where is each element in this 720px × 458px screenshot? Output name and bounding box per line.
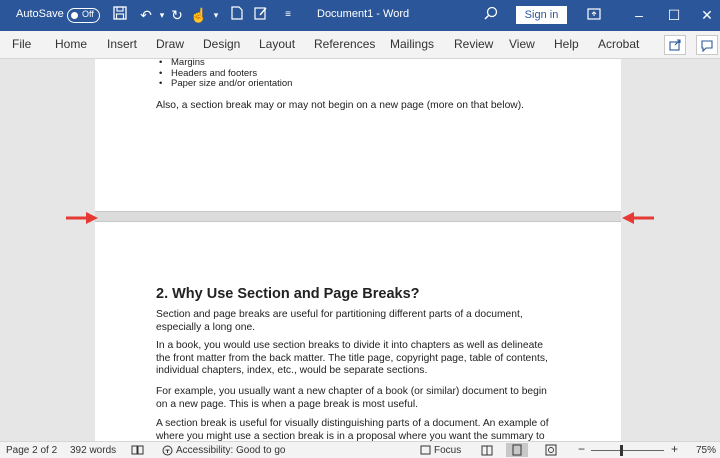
- accessibility-icon[interactable]: [162, 445, 173, 458]
- redo-icon[interactable]: ↻: [171, 7, 183, 23]
- share-button[interactable]: [664, 35, 686, 55]
- tab-insert[interactable]: Insert: [107, 37, 138, 51]
- page2-paragraph-4: A section break is useful for visually distinguishing parts of a document. An example of where you might use a section break is in a proposal where you want the summary to: [156, 418, 549, 442]
- tab-home[interactable]: Home: [55, 37, 88, 51]
- page-count[interactable]: Page 2 of 2: [6, 445, 58, 456]
- tab-references[interactable]: References: [314, 37, 376, 51]
- tab-file[interactable]: File: [12, 37, 32, 51]
- word-count[interactable]: 392 words: [70, 445, 117, 456]
- toggle-knob: [71, 12, 78, 19]
- zoom-slider[interactable]: [591, 450, 664, 451]
- autosave-state: Off: [82, 9, 94, 19]
- list-item: • Paper size and/or orientation: [159, 79, 292, 90]
- tab-draw[interactable]: Draw: [156, 37, 185, 51]
- proofing-icon[interactable]: [131, 445, 144, 458]
- autosave-label: AutoSave: [16, 8, 64, 20]
- tab-mailings[interactable]: Mailings: [390, 37, 435, 51]
- share-icon: [665, 36, 685, 54]
- zoom-out-button[interactable]: −: [578, 442, 586, 456]
- touch-dropdown-icon[interactable]: ▾: [213, 10, 219, 20]
- tab-help[interactable]: Help: [554, 37, 579, 51]
- tab-design[interactable]: Design: [203, 37, 241, 51]
- zoom-in-button[interactable]: +: [671, 442, 679, 456]
- page2-paragraph-1: Section and page breaks are useful for partitioning different parts of a document, especially a long one.: [156, 309, 523, 333]
- undo-dropdown-icon[interactable]: ▾: [159, 10, 165, 20]
- autosave-toggle[interactable]: [67, 8, 100, 23]
- list-item: • Headers and footers: [159, 69, 292, 80]
- tab-view[interactable]: View: [509, 37, 535, 51]
- search-icon[interactable]: [482, 6, 500, 24]
- section-heading: 2. Why Use Section and Page Breaks?: [156, 286, 420, 302]
- undo-icon[interactable]: ↶: [140, 7, 152, 23]
- print-layout-icon[interactable]: [506, 443, 528, 457]
- focus-icon[interactable]: [420, 445, 431, 458]
- ribbon-tabs: [0, 31, 720, 59]
- tab-review[interactable]: Review: [454, 37, 494, 51]
- page1-paragraph: Also, a section break may or may not begin on a new page (more on that below).: [156, 100, 525, 111]
- focus-label[interactable]: Focus: [434, 445, 462, 456]
- accessibility-status[interactable]: Accessibility: Good to go: [176, 445, 286, 456]
- page-gap: [95, 211, 621, 222]
- list-item: • Margins: [159, 58, 292, 69]
- save-icon[interactable]: [111, 6, 129, 24]
- page2-paragraph-3: For example, you usually want a new chapter of a book (or similar) document to begin on a new page. This is when a page break is most useful.: [156, 386, 547, 410]
- zoom-slider-thumb[interactable]: [620, 445, 623, 456]
- zoom-level[interactable]: 75%: [696, 445, 717, 456]
- title-bar: [0, 0, 720, 31]
- minimize-icon[interactable]: –: [635, 7, 643, 23]
- document-title: Document1 - Word: [317, 8, 410, 20]
- touch-mode-icon[interactable]: ☝: [190, 7, 208, 23]
- maximize-icon[interactable]: ☐: [667, 7, 681, 23]
- edit-document-icon[interactable]: [252, 6, 270, 24]
- bullet-list: [159, 58, 292, 90]
- comment-icon: [697, 36, 717, 54]
- page2-paragraph-2: In a book, you would use section breaks to divide it into chapters as well as delineate the front matter from the back matter. The title page, copyright page, table of contents, individual chapters, index, etc., would be separate sections.: [156, 340, 548, 376]
- customize-toolbar-icon[interactable]: ≡: [285, 9, 291, 20]
- tab-layout[interactable]: Layout: [259, 37, 296, 51]
- sign-in-button[interactable]: Sign in: [516, 6, 567, 24]
- status-bar: [0, 441, 720, 458]
- right-arrow-annotation: [620, 211, 656, 225]
- comments-button[interactable]: [696, 35, 718, 55]
- new-document-icon[interactable]: [228, 6, 246, 24]
- tab-acrobat[interactable]: Acrobat: [598, 37, 640, 51]
- left-arrow-annotation: [64, 211, 100, 225]
- web-layout-icon[interactable]: [540, 443, 562, 457]
- read-mode-icon[interactable]: [476, 443, 498, 457]
- ribbon-display-options-icon[interactable]: [585, 6, 603, 24]
- close-icon[interactable]: ✕: [701, 7, 713, 23]
